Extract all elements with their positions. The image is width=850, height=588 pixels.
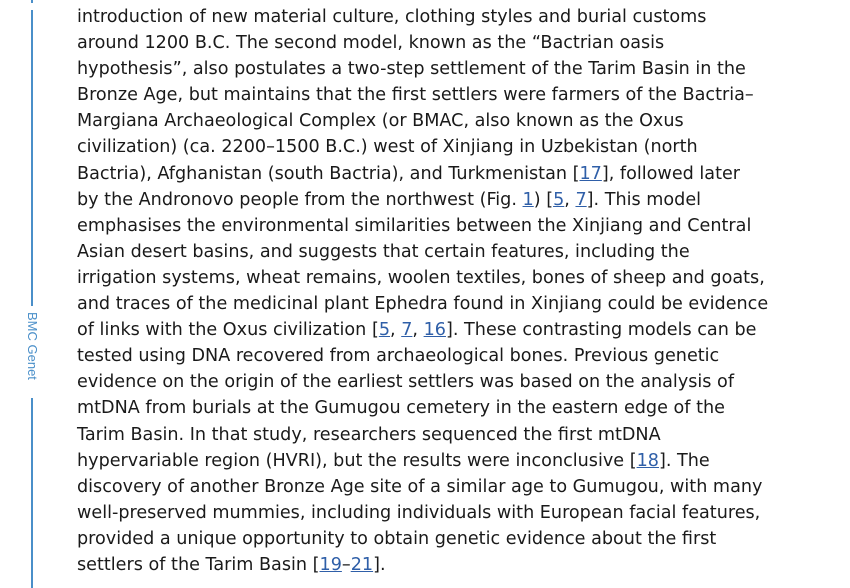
text-line <box>77 265 837 291</box>
text-line <box>77 56 837 82</box>
text-segment: . <box>379 554 386 575</box>
citation-punct: ] <box>586 189 594 210</box>
citation-punct: [ <box>312 554 320 575</box>
citation-link[interactable]: 7 <box>575 189 587 210</box>
text-segment: hypothesis”, also postulates a two-step settlement of the Tarim Basin in the <box>77 59 746 80</box>
citation-punct: – <box>341 554 351 575</box>
text-segment: . This model <box>593 189 702 210</box>
citation-link[interactable]: 21 <box>350 554 374 575</box>
text-line <box>77 343 837 369</box>
citation-punct: ] <box>601 163 609 184</box>
text-segment: civilization) (ca. 2200–1500 B.C.) west of Xinjiang in Uzbekistan (north <box>77 137 698 158</box>
citation-link[interactable]: 19 <box>319 554 342 575</box>
text-segment: well-preserved mummies, including individuals with European facial features, <box>77 502 761 523</box>
article-body <box>77 4 837 578</box>
citation-link[interactable]: 16 <box>423 320 446 341</box>
text-line <box>77 448 837 474</box>
citation-punct: ] <box>658 450 666 471</box>
citation-punct: , <box>564 189 576 210</box>
citation-punct: , <box>412 320 424 341</box>
text-line <box>77 422 837 448</box>
text-line <box>77 291 837 317</box>
text-line <box>77 187 837 213</box>
text-segment: irrigation systems, wheat remains, woolen textiles, bones of sheep and goats, <box>77 267 765 288</box>
text-line <box>77 82 837 108</box>
text-segment: introduction of new material culture, clothing styles and burial customs <box>77 7 707 27</box>
citation-link[interactable]: 5 <box>378 320 391 341</box>
text-segment: , followed later <box>608 163 741 184</box>
text-line <box>77 239 837 265</box>
text-segment: hypervariable region (HVRI), but the results were inconclusive <box>77 450 630 471</box>
text-segment: Tarim Basin. In that study, researchers sequenced the first mtDNA <box>77 424 661 445</box>
citation-punct: ] <box>445 320 453 341</box>
text-segment: settlers of the Tarim Basin <box>77 554 313 575</box>
text-line <box>77 474 837 500</box>
side-rule-top <box>31 10 33 306</box>
text-segment: Bronze Age, but maintains that the first settlers were farmers of the Bactria– <box>77 85 754 106</box>
text-segment: of links with the Oxus civilization <box>77 320 372 341</box>
citation-link[interactable]: 5 <box>553 189 565 210</box>
citation-punct: [ <box>629 450 637 471</box>
text-line <box>77 317 837 343</box>
citation-link[interactable]: 17 <box>579 163 602 184</box>
journal-running-head: BMC Genet <box>25 312 40 380</box>
text-segment: mtDNA from burials at the Gumugou cemetery in the eastern edge of the <box>77 398 725 419</box>
citation-punct: ] <box>373 554 380 575</box>
text-line <box>77 500 837 526</box>
text-line <box>77 552 837 578</box>
side-rule-cap <box>31 0 33 3</box>
text-segment: evidence on the origin of the earliest settlers was based on the analysis of <box>77 372 735 393</box>
text-segment: . The <box>665 450 710 471</box>
citation-punct: [ <box>371 320 379 341</box>
text-segment: tested using DNA recovered from archaeological bones. Previous genetic <box>77 346 720 367</box>
text-segment: by the Andronovo people from the northwest (Fig. <box>77 189 523 210</box>
citation-link[interactable]: 7 <box>401 320 413 341</box>
article-paragraph <box>77 4 837 578</box>
text-line <box>77 369 837 395</box>
text-line <box>77 4 837 30</box>
text-segment: and traces of the medicinal plant Ephedra found in Xinjiang could be evidence <box>77 294 769 315</box>
text-segment: around 1200 B.C. The second model, known as the “Bactrian oasis <box>77 33 665 54</box>
text-segment: emphasises the environmental similarities between the Xinjiang and Central <box>77 215 752 236</box>
side-rule-bottom <box>31 398 33 588</box>
text-line <box>77 108 837 134</box>
text-line <box>77 30 837 56</box>
text-line <box>77 134 837 160</box>
citation-link[interactable]: 1 <box>522 189 534 210</box>
citation-punct: [ <box>546 189 554 210</box>
text-line <box>77 161 837 187</box>
text-line <box>77 395 837 421</box>
citation-link[interactable]: 18 <box>636 450 659 471</box>
text-segment: discovery of another Bronze Age site of a similar age to Gumugou, with many <box>77 476 763 497</box>
citation-punct: , <box>390 320 402 341</box>
text-line <box>77 526 837 552</box>
text-segment: Bactria), Afghanistan (south Bactria), and Turkmenistan <box>77 163 573 184</box>
citation-punct: [ <box>572 163 580 184</box>
text-segment: Margiana Archaeological Complex (or BMAC, also known as the Oxus <box>77 111 684 132</box>
text-segment: Asian desert basins, and suggests that certain features, including the <box>77 241 690 262</box>
text-segment: provided a unique opportunity to obtain genetic evidence about the first <box>77 528 717 549</box>
text-segment: . These contrasting models can be <box>452 320 757 341</box>
text-line <box>77 213 837 239</box>
text-segment: ) <box>533 189 547 210</box>
